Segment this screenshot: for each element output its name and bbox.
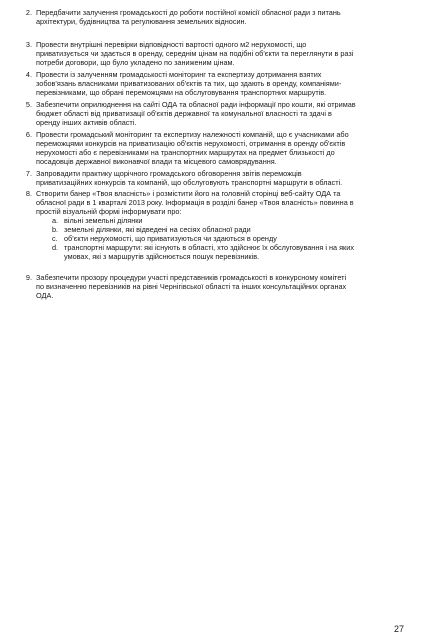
item-line: архітектури, будівництва та регулювання земельних відносин. [36,17,247,26]
item-line: приватизується чи здається в оренду, середнім цінам на подібні об'єкти та переглянути в разі [36,49,354,58]
list-item [12,189,410,261]
list-item [12,40,410,67]
sub-item-line: транспортні маршрути: які існують в області, хто здійснює їх обслуговування і на яких [64,243,354,252]
item-line: перевізниками, що обрані переможцями на обслуговування транспортних маршрутів. [36,88,327,97]
sub-item-line: об'єкти нерухомості, що приватизуються чи здаються в оренду [64,234,277,243]
item-line: Передбачити залучення громадськості до роботи постійної комісії обласної ради з питань [36,8,341,17]
sub-list-item [52,216,410,225]
item-text [36,70,410,97]
item-line: бюджет області від приватизації об'єктів державної та комунальної власності та здачі в [36,109,332,118]
item-number: 4. [25,70,32,79]
list-item [12,70,410,97]
sub-item-letter: c. [52,234,58,243]
item-text [36,100,410,127]
item-line: Провести із залученням громадськості моніторинг та експертизу дотримання взятих [36,70,322,79]
item-line: потреби договори, що було укладено по заниженим цінам. [36,58,235,67]
sub-item-line: вільні земельні ділянки [64,216,143,225]
list-item [12,169,410,187]
item-text [36,8,410,26]
item-line: обласної ради в 1 кварталі 2013 року. Інформація в розділі банер «Твоя власність» повинна в [36,198,354,207]
item-text [36,169,410,187]
item-line: нерухомості або є перевізниками на транспортних маршрутах на предмет близькості до [36,148,335,157]
item-line: зобов'язань власниками приватизованих об'єктів та тих, що здають в оренду, компаніями- [36,79,342,88]
item-number: 9. [25,273,32,282]
item-line: Запровадити практику щорічного громадського обговорення звітів переможців [36,169,302,178]
sub-item-line: земельні ділянки, які відведені на сесіях обласної ради [64,225,251,234]
item-text [36,189,410,261]
item-line: Забезпечити оприлюднення на сайті ОДА та обласної ради інформації про кошти, які отримав [36,100,356,109]
item-text [36,130,410,166]
item-number: 8. [25,189,32,198]
sub-item-letter: d. [52,243,59,252]
page-number: 27 [393,624,404,634]
item-line: Створити банер «Твоя власність» і розмістити його на головній сторінці веб-сайту ОДА та [36,189,341,198]
item-number: 6. [25,130,32,139]
item-line: Забезпечити прозору процедури участі представників громадськості в конкурсному комітеті [36,273,347,282]
item-line: Провести громадський моніторинг та експертизу належності компаній, що є учасниками або [36,130,349,139]
item-line: по визначенню перевізників на рівні Чернігівської області та інших консультаційних органах [36,282,347,291]
item-line: посадовців державної виконавчої влади та місцевого самоврядування. [36,157,277,166]
list-item [12,273,410,300]
item-number: 2. [25,8,32,17]
item-number: 5. [25,100,32,109]
item-number: 7. [25,169,32,178]
list-item [12,130,410,166]
sub-item-letter: b. [52,225,59,234]
sub-list-item [52,234,410,243]
item-text [36,40,410,67]
sub-item-letter: a. [52,216,59,225]
sub-list-item [52,225,410,234]
sub-item-line: умовах, які з маршрутів здійснюється пошук перевізників. [64,252,260,261]
item-number: 3. [25,40,32,49]
item-line: оренду інших активів області. [36,118,137,127]
item-line: ОДА. [36,291,54,300]
sub-list-item [52,243,410,261]
list-item [12,8,410,26]
item-line: переможцями конкурсів на приватизацію об'єктів нерухомості, отримання в оренду об'єктів [36,139,346,148]
item-line: приватизаційних конкурсів та компаній, що обслуговують транспортні маршрути в області. [36,178,343,187]
item-line: Провести внутрішні перевірки відповідності вартості одного м2 нерухомості, що [36,40,307,49]
item-line: простій візуальній формі інформувати про: [36,207,182,216]
item-text [36,273,410,300]
list-item [12,100,410,127]
